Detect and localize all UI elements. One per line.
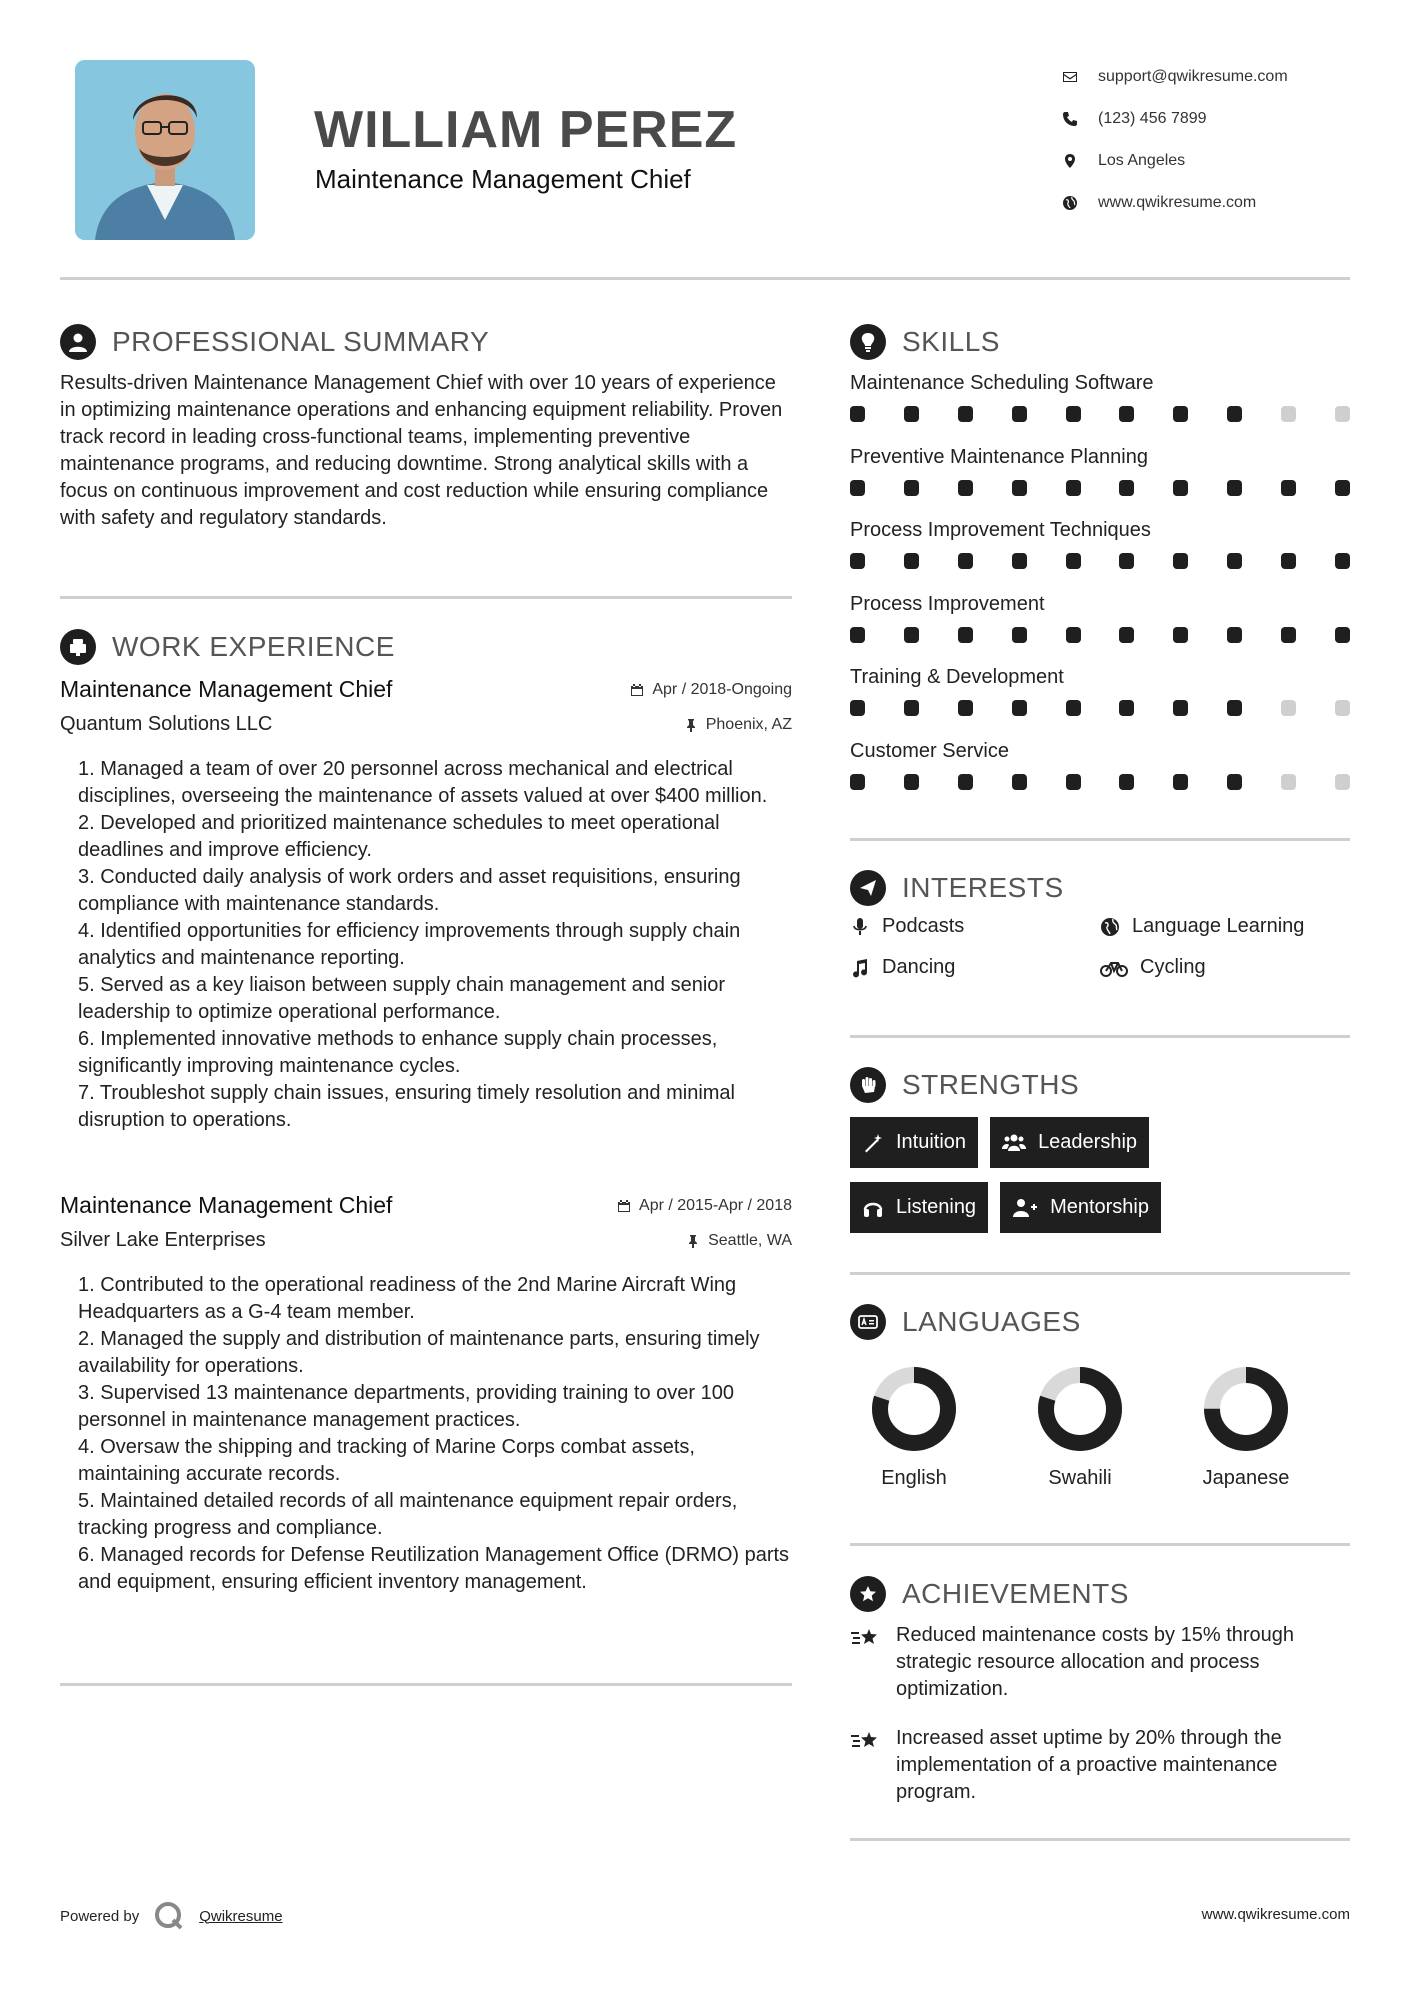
strength-chip bbox=[850, 1117, 978, 1168]
experience-divider bbox=[60, 1683, 792, 1686]
rating-dot-empty bbox=[1335, 406, 1350, 422]
magic-wand-icon bbox=[862, 1132, 884, 1154]
languages-heading bbox=[850, 1304, 1081, 1340]
list-item: 1. Managed a team of over 20 personnel across mechanical and electrical disciplines, overseeing the maintenance of assets valued at over $400 million. bbox=[78, 758, 768, 807]
rating-dot-filled bbox=[1173, 700, 1188, 716]
strengths-heading-text: STRENGTHS bbox=[902, 1069, 1080, 1100]
rating-dot-filled bbox=[1066, 553, 1081, 569]
job-location bbox=[684, 716, 792, 734]
skills-heading-text: SKILLS bbox=[902, 326, 1000, 357]
skill-rating bbox=[850, 406, 1350, 422]
job-entry bbox=[60, 1192, 792, 1596]
rating-dot-filled bbox=[1227, 553, 1242, 569]
job-location-text: Seattle, WA bbox=[708, 1231, 792, 1249]
interests-heading bbox=[850, 870, 1064, 906]
envelope-icon bbox=[1062, 69, 1078, 85]
job-title: Maintenance Management Chief bbox=[60, 676, 393, 702]
language-proficiency-ring bbox=[1036, 1365, 1124, 1453]
rating-dot-filled bbox=[1173, 627, 1188, 643]
job-dates-text: Apr / 2015-Apr / 2018 bbox=[639, 1196, 792, 1214]
rating-dot-filled bbox=[1119, 406, 1134, 422]
skill-name: Process Improvement Techniques bbox=[850, 519, 1151, 541]
rating-dot-empty bbox=[1335, 700, 1350, 716]
languages-divider bbox=[850, 1543, 1350, 1546]
rating-dot-filled bbox=[850, 627, 865, 643]
footer-url[interactable]: www.qwikresume.com bbox=[1201, 1906, 1350, 1923]
rating-dot-filled bbox=[1227, 774, 1242, 790]
achievements-divider bbox=[850, 1838, 1350, 1841]
skills-list bbox=[850, 370, 1350, 811]
rating-dot-filled bbox=[958, 480, 973, 496]
achievement-item bbox=[850, 1622, 1360, 1703]
strength-label: Leadership bbox=[1038, 1131, 1138, 1153]
achievements-heading bbox=[850, 1576, 1129, 1612]
interest-label: Cycling bbox=[1140, 956, 1206, 978]
skill-rating bbox=[850, 700, 1350, 716]
interest-item bbox=[850, 915, 1100, 938]
rating-dot-filled bbox=[850, 700, 865, 716]
skill-name: Training & Development bbox=[850, 666, 1064, 688]
skill-item bbox=[850, 664, 1350, 738]
footer-powered-by bbox=[60, 1900, 283, 1932]
candidate-name: WILLIAM PEREZ bbox=[314, 101, 738, 159]
rating-dot-filled bbox=[904, 700, 919, 716]
rating-dot-empty bbox=[1335, 774, 1350, 790]
contact-phone-text: (123) 456 7899 bbox=[1098, 110, 1207, 127]
contact-email[interactable] bbox=[1062, 56, 1288, 98]
job-dates bbox=[630, 681, 792, 699]
skill-name: Process Improvement bbox=[850, 592, 1045, 615]
list-item: 4. Identified opportunities for efficiency improvements through supply chain analytics and maintenance reporting. bbox=[78, 920, 741, 969]
list-item: 3. Supervised 13 maintenance departments, providing training to over 100 personnel in maintenance management practices. bbox=[78, 1382, 734, 1431]
rating-dot-filled bbox=[1066, 627, 1081, 643]
candidate-title: Maintenance Management Chief bbox=[315, 164, 691, 194]
skill-item bbox=[850, 591, 1350, 665]
contact-location bbox=[1062, 140, 1288, 182]
rating-dot-filled bbox=[904, 774, 919, 790]
shooting-star-icon bbox=[850, 1727, 882, 1755]
skill-name: Preventive Maintenance Planning bbox=[850, 445, 1148, 468]
rating-dot-filled bbox=[850, 406, 865, 422]
list-item: 6. Implemented innovative methods to enhance supply chain processes, significantly improving maintenance cycles. bbox=[78, 1028, 718, 1077]
rating-dot-filled bbox=[904, 627, 919, 643]
star-badge-icon bbox=[850, 1576, 886, 1612]
job-title-row bbox=[60, 1192, 792, 1219]
rating-dot-filled bbox=[1173, 553, 1188, 569]
rating-dot-filled bbox=[1227, 700, 1242, 716]
rating-dot-filled bbox=[1281, 480, 1296, 496]
summary-heading-text: PROFESSIONAL SUMMARY bbox=[112, 326, 490, 357]
job-dates-text: Apr / 2018-Ongoing bbox=[652, 680, 792, 698]
language-proficiency-ring bbox=[1202, 1365, 1290, 1453]
list-item: 7. Troubleshot supply chain issues, ensuring timely resolution and minimal disruption to operations. bbox=[78, 1082, 736, 1131]
experience-heading bbox=[60, 629, 395, 665]
user-plus-icon bbox=[1012, 1197, 1038, 1219]
languages-heading-text: LANGUAGES bbox=[902, 1306, 1081, 1337]
user-icon bbox=[60, 324, 96, 360]
rating-dot-filled bbox=[1227, 480, 1242, 496]
rating-dot-filled bbox=[1012, 406, 1027, 422]
language-item bbox=[1016, 1365, 1182, 1490]
strengths-list bbox=[850, 1117, 1370, 1247]
rating-dot-empty bbox=[1281, 406, 1296, 422]
contact-list bbox=[1062, 56, 1288, 224]
skill-name: Maintenance Scheduling Software bbox=[850, 372, 1154, 394]
rating-dot-filled bbox=[958, 774, 973, 790]
interest-item bbox=[1100, 956, 1350, 979]
interest-label: Podcasts bbox=[882, 915, 965, 937]
rating-dot-filled bbox=[850, 480, 865, 496]
interest-item bbox=[850, 956, 1100, 979]
list-item: 4. Oversaw the shipping and tracking of Marine Corps combat assets, maintaining accurate records. bbox=[78, 1436, 695, 1485]
contact-website[interactable] bbox=[1062, 182, 1288, 224]
rating-dot-filled bbox=[1066, 774, 1081, 790]
achievement-text: Reduced maintenance costs by 15% through strategic resource allocation and process optimization. bbox=[896, 1624, 1295, 1700]
rating-dot-filled bbox=[1012, 480, 1027, 496]
job-responsibilities bbox=[60, 756, 792, 1134]
globe-icon bbox=[1100, 917, 1120, 937]
job-company: Silver Lake Enterprises bbox=[60, 1229, 266, 1251]
skill-name: Customer Service bbox=[850, 739, 1009, 762]
language-icon bbox=[850, 1304, 886, 1340]
rating-dot-filled bbox=[1119, 774, 1134, 790]
strength-chip bbox=[990, 1117, 1149, 1168]
rating-dot-filled bbox=[1066, 700, 1081, 716]
shooting-star-icon bbox=[850, 1624, 882, 1652]
languages-list bbox=[850, 1365, 1350, 1490]
skill-item bbox=[850, 517, 1350, 591]
strength-label: Listening bbox=[896, 1196, 977, 1218]
microphone-icon bbox=[850, 917, 870, 937]
strength-label: Intuition bbox=[896, 1131, 967, 1153]
skill-rating bbox=[850, 627, 1350, 643]
rating-dot-filled bbox=[850, 774, 865, 790]
list-item: 3. Conducted daily analysis of work orders and asset requisitions, ensuring compliance with maintenance standards. bbox=[78, 866, 741, 915]
rating-dot-filled bbox=[1227, 406, 1242, 422]
rating-dot-filled bbox=[904, 480, 919, 496]
skill-rating bbox=[850, 553, 1350, 569]
qwikresume-link[interactable]: Qwikresume bbox=[199, 1907, 283, 1925]
skill-rating bbox=[850, 774, 1350, 790]
rating-dot-filled bbox=[1012, 553, 1027, 569]
contact-email-text: support@qwikresume.com bbox=[1098, 68, 1288, 85]
rating-dot-filled bbox=[1335, 627, 1350, 643]
rating-dot-filled bbox=[1012, 700, 1027, 716]
strengths-heading bbox=[850, 1067, 1079, 1103]
contact-website-text: www.qwikresume.com bbox=[1098, 194, 1257, 211]
headphones-icon bbox=[862, 1197, 884, 1219]
interests-divider bbox=[850, 1035, 1350, 1038]
job-location bbox=[686, 1232, 792, 1250]
rating-dot-filled bbox=[1173, 774, 1188, 790]
rating-dot-filled bbox=[1281, 553, 1296, 569]
contact-location-text: Los Angeles bbox=[1098, 152, 1186, 169]
skill-item bbox=[850, 444, 1350, 518]
rating-dot-filled bbox=[1066, 406, 1081, 422]
interest-label: Language Learning bbox=[1132, 915, 1305, 937]
rating-dot-filled bbox=[1281, 627, 1296, 643]
job-company: Quantum Solutions LLC bbox=[60, 713, 273, 735]
skills-divider bbox=[850, 838, 1350, 841]
job-responsibilities bbox=[60, 1272, 792, 1596]
rating-dot-filled bbox=[904, 406, 919, 422]
list-item: 5. Maintained detailed records of all maintenance equipment repair orders, tracking progress and compliance. bbox=[78, 1490, 738, 1539]
rating-dot-filled bbox=[1173, 480, 1188, 496]
interest-item bbox=[1100, 915, 1350, 938]
rating-dot-filled bbox=[850, 553, 865, 569]
rating-dot-empty bbox=[1281, 774, 1296, 790]
achievements-list bbox=[850, 1622, 1360, 1828]
rating-dot-filled bbox=[1119, 700, 1134, 716]
list-item: 2. Managed the supply and distribution of maintenance parts, ensuring timely availability for operations. bbox=[78, 1328, 760, 1377]
language-name: Japanese bbox=[1202, 1467, 1290, 1489]
skill-item bbox=[850, 738, 1350, 812]
summary-divider bbox=[60, 596, 792, 599]
rating-dot-filled bbox=[958, 406, 973, 422]
list-item: 1. Contributed to the operational readiness of the 2nd Marine Aircraft Wing Headquarters as a G-4 team member. bbox=[78, 1274, 737, 1323]
users-icon bbox=[1002, 1132, 1026, 1154]
strength-label: Mentorship bbox=[1050, 1196, 1149, 1218]
calendar-icon bbox=[617, 1199, 631, 1213]
skill-item bbox=[850, 370, 1350, 444]
header-divider bbox=[60, 277, 1350, 280]
bicycle-icon bbox=[1100, 958, 1128, 978]
profile-photo bbox=[75, 60, 255, 240]
rating-dot-filled bbox=[1335, 553, 1350, 569]
experience-heading-text: WORK EXPERIENCE bbox=[112, 631, 395, 662]
rating-dot-filled bbox=[1173, 406, 1188, 422]
job-entry bbox=[60, 676, 792, 1134]
rating-dot-filled bbox=[904, 553, 919, 569]
paper-plane-icon bbox=[850, 870, 886, 906]
rating-dot-filled bbox=[1119, 553, 1134, 569]
rating-dot-filled bbox=[958, 553, 973, 569]
globe-icon bbox=[1062, 195, 1078, 211]
rating-dot-filled bbox=[1227, 627, 1242, 643]
rating-dot-filled bbox=[1066, 480, 1081, 496]
achievement-item bbox=[850, 1725, 1360, 1806]
language-item bbox=[850, 1365, 1016, 1490]
summary-text: Results-driven Maintenance Management Chief with over 10 years of experience in optimizing maintenance operations and enhancing equipment reliability. Proven track record in leading cross-functional teams, implementing preventive maintenance programs, and reducing downtime. Strong analytical skills with a focus on continuous improvement and cost reduction while ensuring compliance with safety and regulatory standards. bbox=[60, 372, 783, 529]
rating-dot-filled bbox=[958, 627, 973, 643]
interests-list bbox=[850, 915, 1350, 979]
interest-label: Dancing bbox=[882, 956, 956, 978]
language-name: English bbox=[881, 1467, 947, 1489]
achievement-text: Increased asset uptime by 20% through the implementation of a proactive maintenance program. bbox=[896, 1727, 1282, 1803]
strengths-divider bbox=[850, 1272, 1350, 1275]
rating-dot-filled bbox=[1012, 774, 1027, 790]
summary-heading bbox=[60, 324, 489, 360]
job-location-text: Phoenix, AZ bbox=[705, 715, 792, 733]
rating-dot-filled bbox=[1119, 627, 1134, 643]
job-dates bbox=[617, 1197, 792, 1215]
strength-chip bbox=[850, 1182, 988, 1233]
strength-chip bbox=[1000, 1182, 1161, 1233]
job-company-row bbox=[60, 1229, 792, 1252]
list-item: 5. Served as a key liaison between supply chain management and senior leadership to optimize operational performance. bbox=[78, 974, 726, 1023]
list-item: 2. Developed and prioritized maintenance schedules to meet operational deadlines and improve efficiency. bbox=[78, 812, 720, 861]
list-item: 6. Managed records for Defense Reutilization Management Office (DRMO) parts and equipment, ensuring efficient inventory management. bbox=[78, 1544, 790, 1593]
language-proficiency-ring bbox=[870, 1365, 958, 1453]
calendar-icon bbox=[630, 683, 644, 697]
job-title-row bbox=[60, 676, 792, 703]
lightbulb-icon bbox=[850, 324, 886, 360]
rating-dot-filled bbox=[1335, 480, 1350, 496]
fist-icon bbox=[850, 1067, 886, 1103]
music-note-icon bbox=[850, 958, 870, 978]
language-item bbox=[1182, 1365, 1348, 1490]
rating-dot-filled bbox=[1119, 480, 1134, 496]
briefcase-icon bbox=[60, 629, 96, 665]
rating-dot-filled bbox=[958, 700, 973, 716]
interests-heading-text: INTERESTS bbox=[902, 872, 1064, 903]
achievements-heading-text: ACHIEVEMENTS bbox=[902, 1578, 1129, 1609]
job-company-row bbox=[60, 713, 792, 736]
powered-by-text: Powered by bbox=[60, 1907, 140, 1925]
pushpin-icon bbox=[684, 718, 698, 732]
map-marker-icon bbox=[1062, 153, 1078, 169]
language-name: Swahili bbox=[1048, 1467, 1112, 1489]
pushpin-icon bbox=[686, 1234, 700, 1248]
rating-dot-filled bbox=[1012, 627, 1027, 643]
contact-phone[interactable] bbox=[1062, 98, 1288, 140]
phone-icon bbox=[1062, 111, 1078, 127]
skill-rating bbox=[850, 480, 1350, 496]
qwikresume-logo-icon bbox=[153, 1900, 185, 1932]
rating-dot-empty bbox=[1281, 700, 1296, 716]
job-title: Maintenance Management Chief bbox=[60, 1192, 393, 1218]
skills-heading bbox=[850, 324, 1000, 360]
